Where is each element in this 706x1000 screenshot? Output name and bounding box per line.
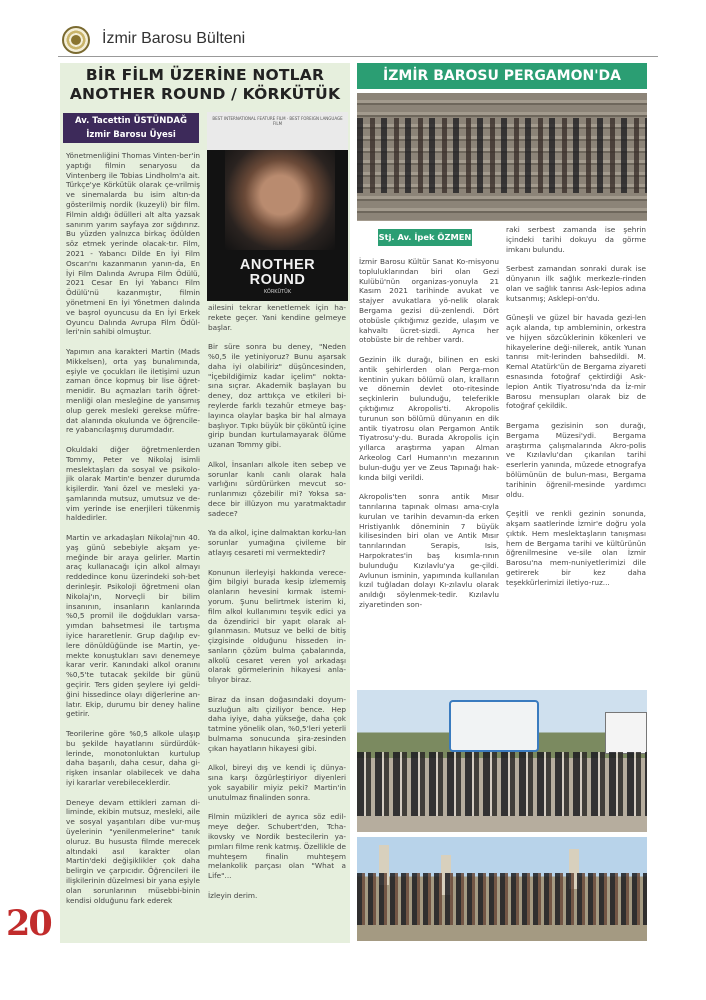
amphitheater-group-photo	[357, 93, 647, 221]
film-article-title-line2: ANOTHER ROUND / KÖRKÜTÜK	[69, 85, 341, 103]
paragraph: Ya da alkol, içine dalmaktan korku-lan sorunlar yumağına çivileme bir atlayış cesareti mi vermektedir?	[208, 528, 346, 557]
paragraph: İzleyin derim.	[208, 890, 258, 900]
film-article-column-1	[66, 151, 200, 915]
photo-crowd	[357, 752, 647, 816]
poster-subtitle: KÖRKÜTÜK	[263, 289, 292, 295]
film-article-author-box	[63, 113, 199, 143]
photo-crowd	[357, 118, 647, 193]
paragraph: Gezinin ilk durağı, bilinen en eski antik şehirlerden olan Perga-mon kentinin yukarı bölümü olan, kralların ve dönemin devlet oto-ritesinde seçkinlerin bulunduğu, teleferikle çıktığımız Akropolis'ti. Akropolis turunun son bölümü dünyanın en dik antik tiyatrosu olan Pergamon Antik Tiyatrosu'y-du. Burada Akropolis için yıllarca araştırma yapan Alman Arkeolog Carl Humann'ın mezarının bulun-duğu yer ve Zeus Tapınağı hak-kında bilgi verildi.	[359, 354, 499, 482]
poster-title	[207, 258, 348, 288]
paragraph: Filmin müzikleri de ayrıca söz edil-meye değer. Schubert'den, Tcha-ikovsky ve Nordik bestecilerin ya-pımları filme renk katmış. Özellikle de muhteşem finalin muhteşem melankolik parçası olan "What a Life"...	[208, 812, 346, 881]
paragraph: ailesini tekrar kenetlemek için ha-rekete geçer. Yani kendine gelmeye başlar.	[208, 303, 346, 332]
pergamon-article-author: Stj. Av. İpek ÖZMEN	[378, 229, 472, 246]
paragraph: Okuldaki diğer öğretmenlerden Tommy, Peter ve Nikolaj isimli meslektaşları da sosyal ve psikolo-jik olarak Martin'e benzer durumda kişilerdir. Yani özel ve mesleki ya-şamlarında mutsuz, umutsuz ve de-vim yerinde ise enerjileri tükenmiş haldedirler.	[66, 444, 200, 523]
bulletin-header	[58, 26, 658, 56]
paragraph: İzmir Barosu Kültür Sanat Ko-misyonu topluluklarından biri olan Gezi Kulübü'nün organizas-yonuyla 21 Kasım 2021 tarihinde avukat ve stajyer avukatlara yö-nelik olarak Bergama gezisi dü-zenlendi. Dört otobüsle çıktığımız gezide, ulaşım ve kahvaltı ücret-sizdi. Ayrıca her otobüste bir de rehber vardı.	[359, 257, 499, 345]
bus-shape	[449, 700, 539, 752]
header-divider	[58, 56, 658, 57]
pergamon-article-column-1	[359, 257, 499, 619]
paragraph: Akropolis'ten sonra antik Mısır tanrılarına tapınak olması ama-cıyla kurulan ve tarihin devamın-da erken Hristiyanlık döneminin 7 büyük kilisesinden biri olan ve Antik Mısır tanrılarından Serapis, Isis, Harpokrates'in baş kısımla-rının bulunduğu Kızılavlu'ya ge-çildi. Avlunun isminin, yapımında kullanılan kızıl tuğladan dolayı Kı-zılavlu olarak anıldığı söylenmek-tedir. Kızılavlu ziyaretinden son-	[359, 492, 499, 609]
film-article-title-line1: BİR FİLM ÜZERİNE NOTLAR	[85, 66, 325, 84]
poster-title-line2: ROUND	[249, 272, 306, 288]
poster-credits: BEST INTERNATIONAL FEATURE FILM · BEST FOREIGN LANGUAGE FILM	[212, 116, 343, 126]
bus-shape	[605, 712, 647, 754]
paragraph: Alkol, bireyi dış ve kendi iç dünya-sına karşı özgürleştiriyor diyenleri yok sayabilir miyiz peki? Martin'in unutulmaz finalinden sonra.	[208, 763, 346, 802]
paragraph: Bergama gezisinin son durağı, Bergama Müzesi'ydi. Bergama araştırma çalışmalarında Akro-polis ve Kızılavlu'dan çıkarılan tarihi eserlerin yanında, müzede etnografya bölümünün de bulun-ması, Bergama tarihinin öğrenil-mesinde yardımcı oldu.	[506, 420, 646, 499]
page-number: 20	[6, 903, 51, 944]
ruins-group-photo	[357, 837, 647, 941]
pergamon-article-column-2	[506, 225, 646, 597]
paragraph: Serbest zamandan sonraki durak ise dünyanın ilk sağlık merkezle-rinden olan ve sağlık tanrısı Ask-lepios adına kutsanmış; Asklepi-on'du.	[506, 264, 646, 303]
photo-crowd	[357, 873, 647, 925]
film-article-column-2	[208, 303, 346, 910]
author-name: Av. Tacettin ÜSTÜNDAĞ	[74, 116, 188, 126]
paragraph: Yönetmenliğini Thomas Vinten-ber'in yaptığı filmin senaryosu da Vintenberg ile Tobias Lindholm'a ait. Türkçe'ye Körkütük olarak çe-vrilmiş ve sinemalarda bu isim altın-da gösterilmiş nordik (kuzeyli) bir film. Filmin aldığı ödülleri alt alta yazsak sanırım yarım sayfaya zor sığdırırız. Bu yüzden yalnızca birkaç ödülden söz etmek yerinde olacak-tır. Film, 2021 - Yabancı Dilde En İyi Film Oscarı'nı kazanmanın yanın-da, En İyi Film Dalında Avrupa Film Ödülü, 2021 Cesar En İyi Yabancı Film Ödülü'nü kazanmıştır, filmin yönetmeni En İyi Yönetmen dalında ve başrol oyuncusu da En İyi Erkek Oyuncu Dalında Avrupa Film Ödül-leri'nin sahibi olmuştur.	[66, 151, 200, 337]
paragraph: Teorilerine göre %0,5 alkole ulaşıp bu şekilde hayatlarını sürdürdük-lerinde, monotonluktan kurtulup daha başarılı, daha cesur, daha gi-rişken insanlar olabilecek ve daha iyi kararlar verebileceklerdir.	[66, 729, 200, 787]
bar-association-seal-icon	[62, 26, 90, 54]
paragraph: Martin ve arkadaşları Nikolaj'nın 40. yaş günü sebebiyle akşam ye-meğinde bir araya gelirler. Martin araç kullanacağı için alkol almayı reddedince konu üzerindeki soh-bet derinleşir. Psikoloji öğretmeni olan Nikolaj'ın, Norveçli bir bilim insanının, insanların kanlarında %0,5 promil ile doğdukları varsa-yımdan bahsetmesi ile tartışma iyice hararetlenir. Grup dağılıp ev-lere dönüldüğünde ise Martin, ye-mekte konuştukları savı denemeye karar verir. Kanındaki alkol oranını %0,5'te tutacak şekilde bir günü geçirir. Ters giden şeylere iyi geldi-ğini hissedince olayı diğerlerine an-latır. Ekip, durumu bir deney haline getirir.	[66, 533, 200, 719]
paragraph: Bir süre sonra bu deney, "Neden %0,5 ile yetiniyoruz? Bunu aşarsak daha iyi olabiliriz" düşüncesinden, "İçebildiğimiz kadar içelim" nokta-sına sıçrar. Akademik başlayan bu deney, doz arttıkça ve etkileri bi-reylerde farklı tezahür etmeye baş-layınca olaylar başka bir hal almaya başlıyor. Tıpkı büyük bir çöküntü içine girip bundan kurtulamayarak ölüme uzanan Tommy gibi.	[208, 342, 346, 450]
paragraph: Alkol, İnsanları alkole iten sebep ve sorunlar kanlı canlı olarak hala varlığını sürdürürken mevcut so-runlarımızı çözebilir mi? Yoksa sa-dece bir illüzyon mu yaratmaktadır sadece?	[208, 459, 346, 518]
film-poster-image	[207, 112, 348, 301]
paragraph: Çeşitli ve renkli gezinin sonunda, akşam saatlerinde İzmir'e doğru yola çıktık. Hem meslektaşların tanışması hem de Bergama tarihi ve kültürünün öğrenilmesine ve-sile olan İzmir Barosu'na mem-nuniyetlerimizi dile getirerek bir kez daha teşekkürlerimizi iletiyo-ruz...	[506, 509, 646, 587]
paragraph: raki serbest zamanda ise şehrin içindeki tarihi dokuyu da görme imkanı bulundu.	[506, 225, 646, 254]
paragraph: Deneye devam ettikleri zaman di-liminde, ekibin mutsuz, mesleki, aile ve sosyal yaşantıları dibe vur-muş üyelerinin "yenilenmelerine" tanık oluruz. Bu hususta filmde merecek altındaki asıl karakter olan Martin'deki değişiklikler çok daha belirgin ve çarpıcıdır. Öğrencileri ile ilişkilerinin düzelmesi bir yana eşiyle olan sorunlarının müsebbi-binin kendisi olduğunu fark ederek	[66, 797, 200, 905]
pergamon-article-title: İZMİR BAROSU PERGAMON'DA	[383, 68, 621, 84]
paragraph: Güneşli ve güzel bir havada gezi-len açık alanda, tıp ambleminin, orkestra ve hijyen sözcüklerinin kökenleri ve hikayelerine deği-nilerek, antik Yunan tanrısı mit-lerinden bahsedildi. M. Kemal Atatürk'ün de Bergama ziyareti esnasında fotoğraf çektirdiği Ask-lepion Antik Tiyatrosu'nda da İz-mir Barosu mensupları olarak biz de fotoğraf çekildik.	[506, 313, 646, 411]
paragraph: Konunun ilerleyişi hakkında verece-ğim bilgiyi burada kesip izlememiş olanların hevesini kırmak istemi-yorum. Şunu belirtmek isterim ki, film alkol kullanımını teşvik edici ya da özendirici bir yapıt olarak al-gılanmasın. Mutsuz ve belki de bitiş çizgisinde olduğunu hisseden in-sanların çözüm bulma çabalarında, alkolü cesaret veren yol arkadaşı olarak görmelerinin hikayesi anla-tılıyor biraz.	[208, 567, 346, 685]
bulletin-title: İzmir Barosu Bülteni	[102, 30, 246, 47]
poster-portrait	[225, 150, 335, 250]
film-article-title	[60, 66, 350, 104]
paragraph: Biraz da insan doğasındaki doyum-suzluğun altı çiziliyor bence. Hep daha iyiye, daha yükseğe, daha çok tatmine yönelik olan, %0,5'leri yeterli bulmama sonucunda şira-zesinden çıkan hayatların hikayesi gibi.	[208, 694, 346, 753]
poster-title-line1: ANOTHER	[239, 257, 316, 273]
author-role: İzmir Barosu Üyesi	[86, 130, 176, 140]
poster-header	[207, 112, 348, 150]
bus-group-photo	[357, 690, 647, 832]
paragraph: Yapımın ana karakteri Martin (Mads Mikkelsen), orta yaş bunalımında, eşiyle ve çocukları ile iletişimi uzun zaman önce kopmuş bir lise öğret-menidir. Bu açmazları tarih öğret-menliği olan mesleğine de yansımış olup gerek mesleki gerekse müfre-dat alanında okulunda ve öğrencile-re yabancılaşmış durumdadır.	[66, 346, 200, 435]
